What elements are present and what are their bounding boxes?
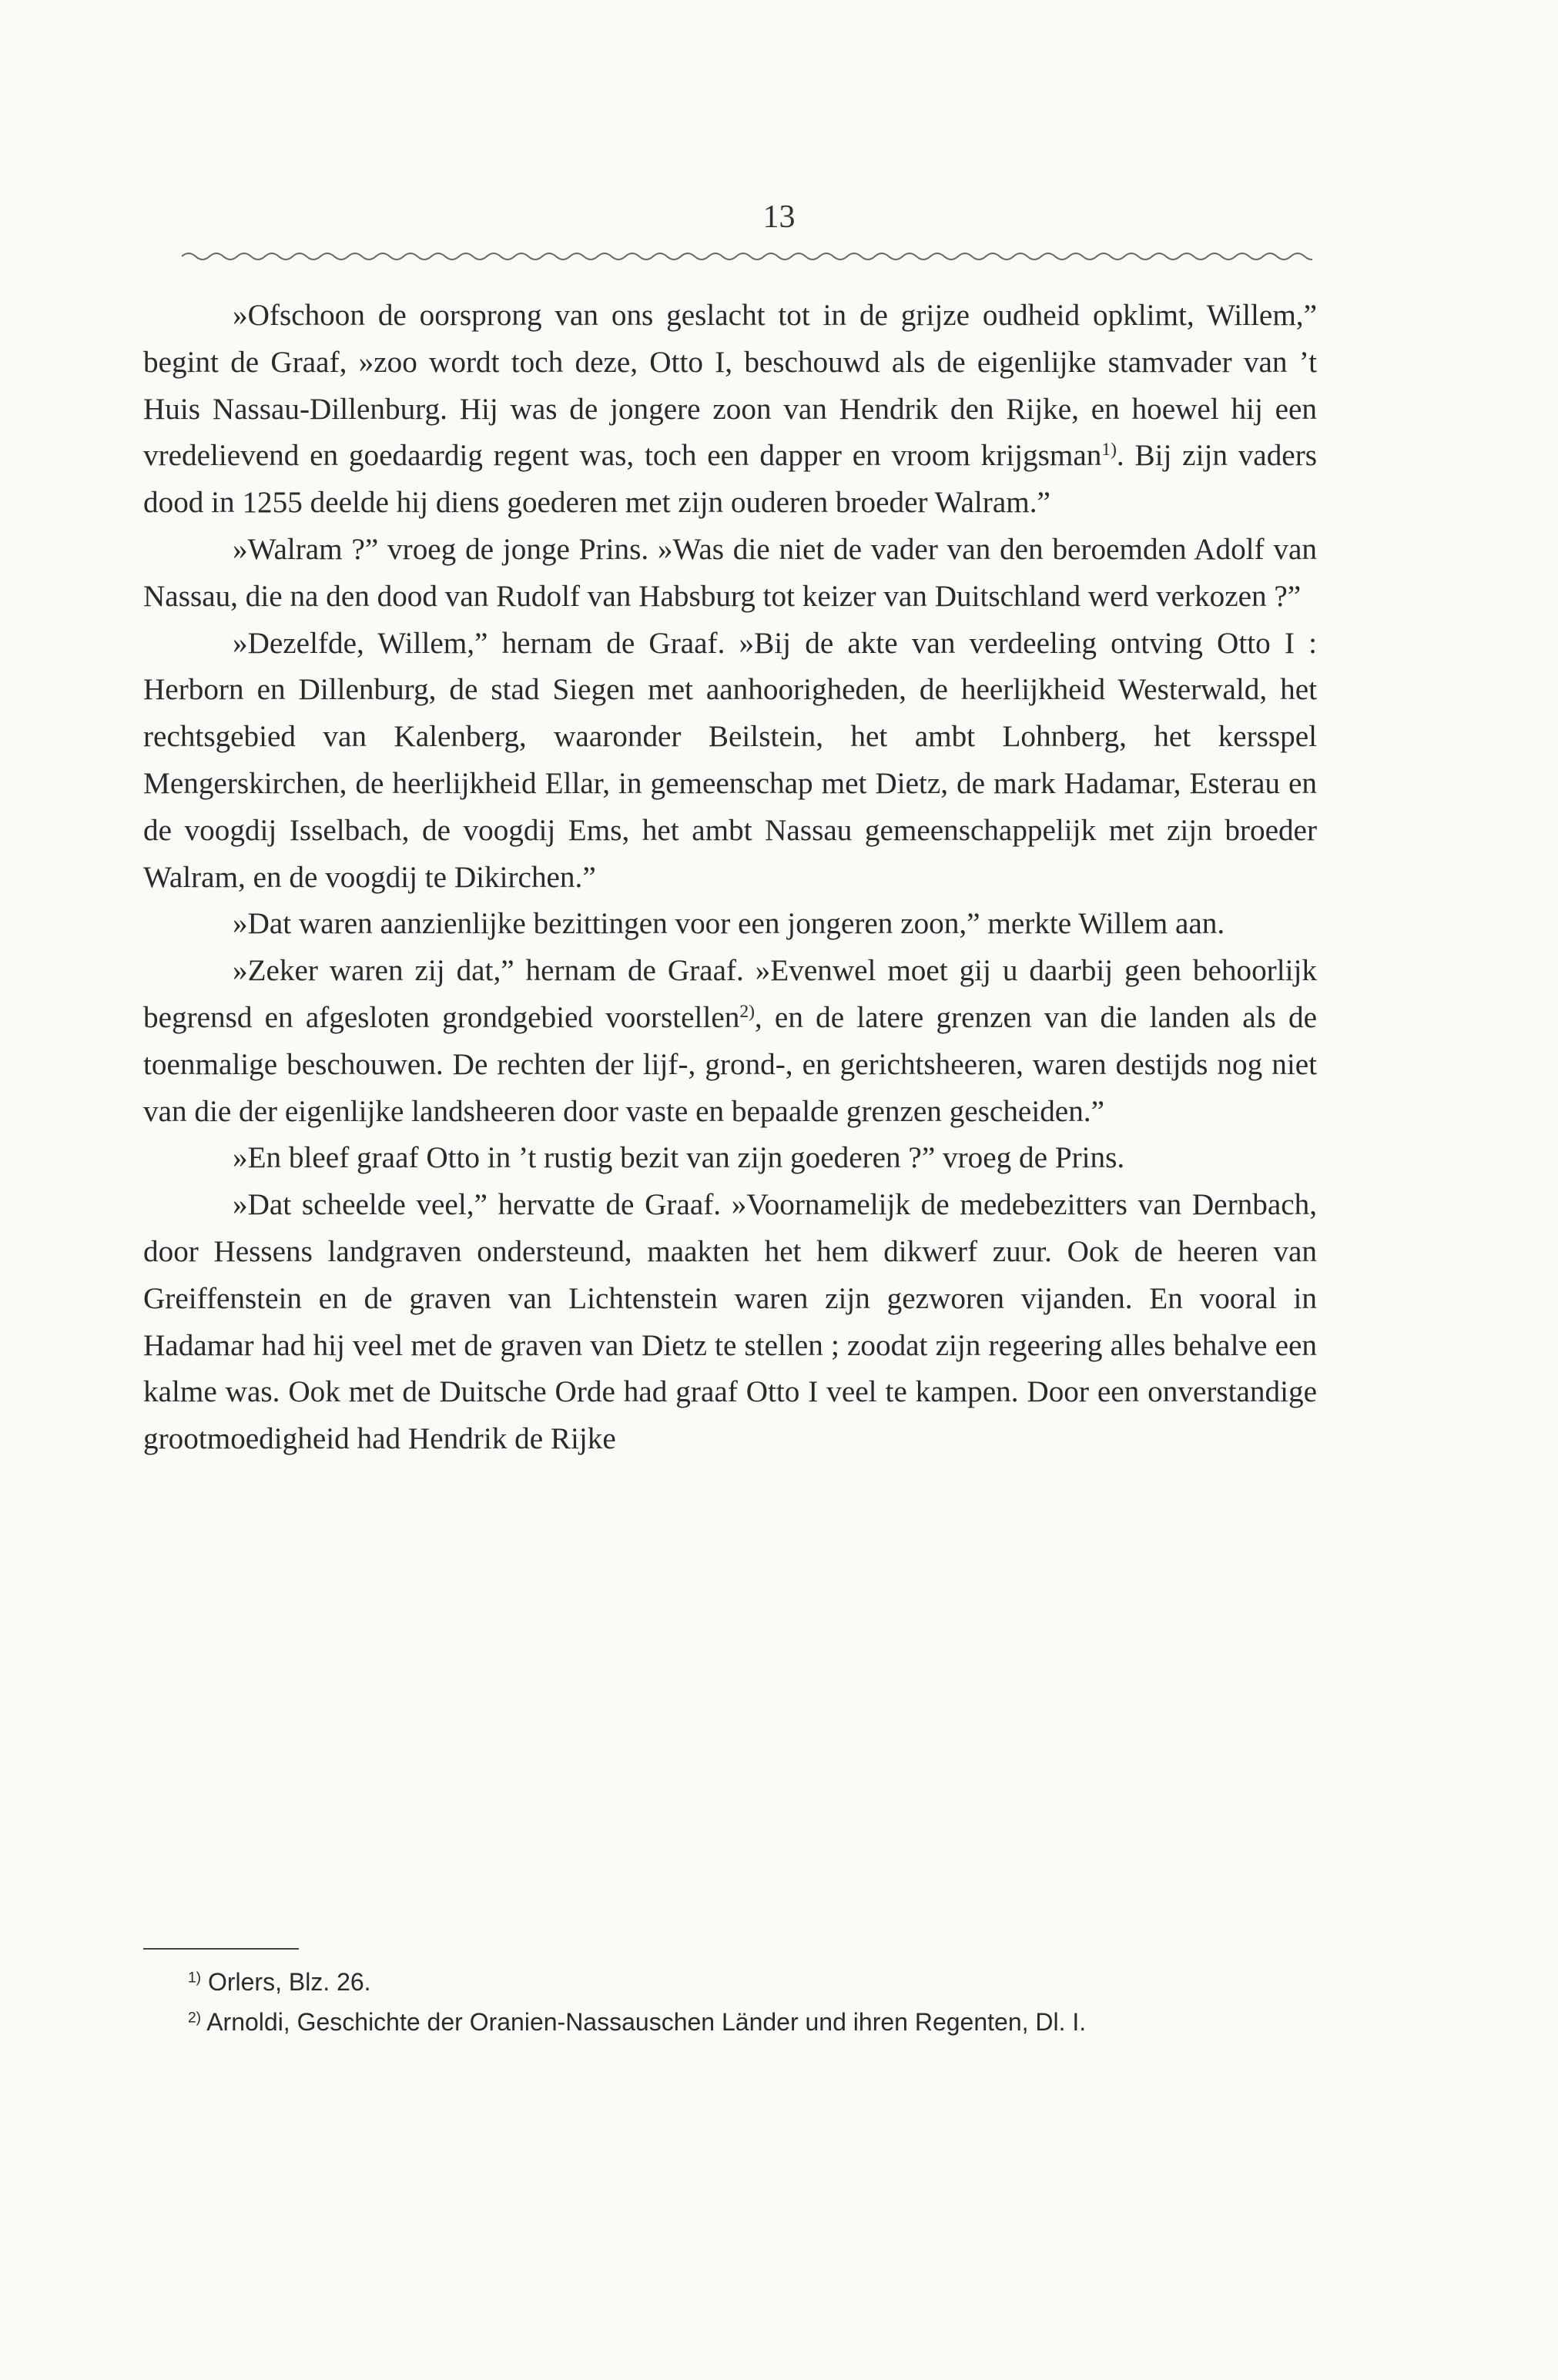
footnote: $^{1)}$ Orlers, Blz. 26. [188, 1968, 371, 1996]
footnote-divider [143, 1948, 299, 1950]
paragraph: »En bleef graaf Otto in ’t rustig bezit van zijn goederen ?” vroeg de Prins. [233, 1141, 1125, 1175]
paragraph: »Dat scheelde veel,” hervatte de Graaf. »Voornamelijk de medebezitters van Dernbach, door Hessens landgraven ondersteund, maakten het hem dikwerf zuur. Ook de heeren van Greiffenstein en de graven van Lichtenstein waren zijn gezworen vijanden. En vooral in Hadamar had hij veel met de graven van Dietz te stellen ; zoodat zijn regeering alles behalve een kalme was. Ook met de Duitsche Orde had graaf Otto I veel te kampen. Door een onverstandige grootmoedigheid had Hendrik de Rijke [143, 1188, 1317, 1456]
paragraph: »Dezelfde, Willem,” hernam de Graaf. »Bij de akte van verdeeling ontving Otto I : Herborn en Dillenburg, de stad Siegen met aanhoorigheden, de heerlijkheid Westerwald, het rechtsgebied van Kalenberg, waaronder Beilstein, het ambt Lohnberg, het kersspel Mengerskirchen, de heerlijkheid Ellar, in gemeenschap met Dietz, de mark Hadamar, Esterau en de voogdij Isselbach, de voogdij Ems, het ambt Nassau gemeenschappelijk met zijn broeder Walram, en de voogdij te Dikirchen.” [143, 626, 1317, 894]
footnotes [143, 1962, 1317, 2042]
footnote-ref: 2) [739, 1002, 755, 1023]
wavy-rule-ornament [182, 248, 1312, 265]
paragraph: »Dat waren aanzienlijke bezittingen voor een jongeren zoon,” merkte Willem aan. [233, 907, 1225, 941]
paragraph: »Zeker waren zij dat,” hernam de Graaf. »Evenwel moet gij u daarbij geen behoorlijk begrensd en afgesloten grondgebied voorstellen$^{2)}$, en de latere grenzen van die landen als de toenmalige beschouwen. De rechten der lijf-, grond-, en gerichtsheeren, waren destijds nog niet van die der eigenlijke landsheeren door vaste en bepaalde grenzen gescheiden.” [143, 954, 1317, 1128]
paragraph: »Ofschoon de oorsprong van ons geslacht tot in de grijze oudheid opklimt, Willem,” begint de Graaf, »zoo wordt toch deze, Otto I, beschouwd als de eigenlijke stamvader van ’t Huis Nassau-Dillenburg. Hij was de jongere zoon van Hendrik den Rijke, en hoewel hij een vredelievend en goedaardig regent was, toch een dapper en vroom krijgsman$^{1)}$. Bij zijn vaders dood in 1255 deelde hij diens goederen met zijn ouderen broeder Walram.” [143, 299, 1317, 520]
page-number: 13 [762, 199, 796, 235]
footnote: $^{2)}$ Arnoldi, Geschichte der Oranien-Nassauschen Länder und ihren Regenten, Dl. I. [188, 2008, 1087, 2036]
footnote-ref: 1) [1101, 440, 1117, 460]
paragraph: »Walram ?” vroeg de jonge Prins. »Was die niet de vader van den beroemden Adolf van Nassau, die na den dood van Rudolf van Habsburg tot keizer van Duitschland werd verkozen ?” [143, 532, 1317, 613]
body-text [143, 293, 1317, 1463]
